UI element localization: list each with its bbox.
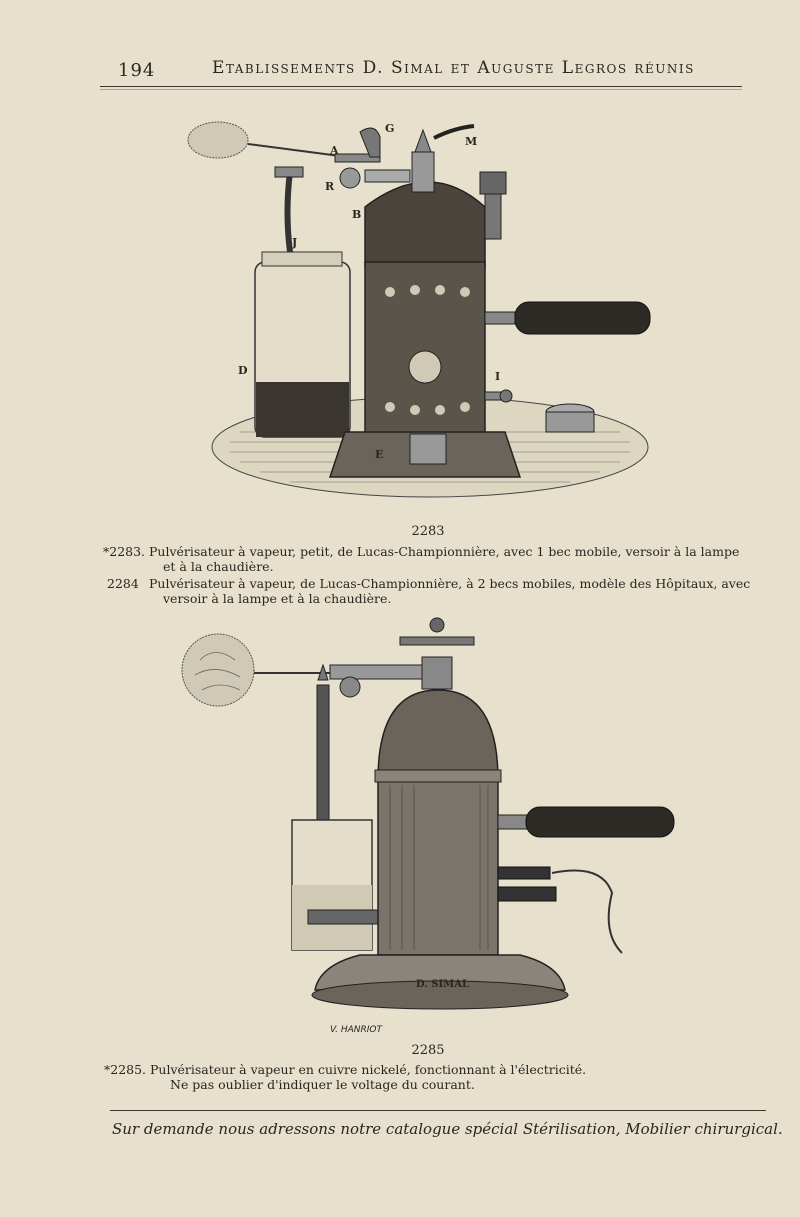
entry-line1: Pulvérisateur à vapeur en cuivre nickelé, fonctionnant à l'électricité. [150,1062,587,1077]
footer-rule [110,1110,766,1111]
entry-number: 2284 [107,576,139,591]
footer-catalog-note: Sur demande nous adressons notre catalogue spécial Stérilisation, Mobilier chirurgical. [112,1120,783,1138]
label-b: B [352,208,362,221]
label-i: I [495,370,501,383]
figure-2285-illustration [180,615,680,1040]
label-g: G [385,122,395,135]
entry-line1: Pulvérisateur à vapeur, de Lucas-Championnière, à 2 becs mobiles, modèle des Hôpitaux, avec [149,576,751,591]
engraver-signature: V. HANRIOT [330,1025,382,1035]
label-a: A [330,144,339,157]
header-rule-secondary [100,89,742,90]
figure-2285-number: 2285 [411,1043,445,1058]
label-m: M [465,135,478,148]
entry-line1: Pulvérisateur à vapeur, petit, de Lucas-Championnière, avec 1 bec mobile, versoir à la lampe [149,544,740,559]
entry-line2: Ne pas oublier d'indiquer le voltage du courant. [170,1077,475,1092]
entry-number: *2283. [103,544,146,559]
catalog-entry-2285 [104,1062,704,1094]
page-header [100,56,740,82]
label-d: D [238,364,248,377]
catalog-entry-2283 [103,544,763,576]
label-e: E [375,448,384,461]
page-number: 194 [118,60,156,81]
running-title: Etablissements D. Simal et Auguste Legros réunis [212,58,695,78]
brand-plate: D. SIMAL [416,979,470,990]
entry-line2: et à la chaudière. [163,559,274,574]
figure-2283-illustration [180,112,660,517]
catalog-entry-2284 [107,576,767,608]
header-rule [100,86,742,87]
figure-2283-number: 2283 [411,524,445,539]
label-j: J [292,236,298,249]
entry-line2: versoir à la lampe et à la chaudière. [163,591,392,606]
label-r: R [325,180,335,193]
entry-number: *2285. [104,1062,147,1077]
